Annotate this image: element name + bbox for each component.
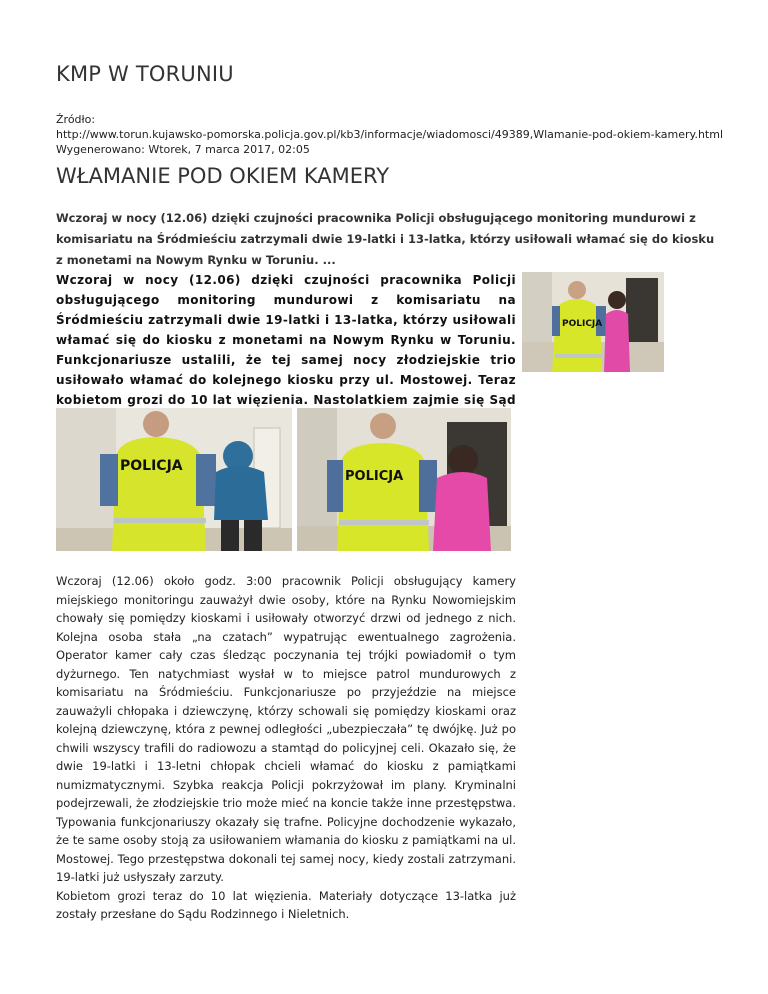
generated-date: Wygenerowano: Wtorek, 7 marca 2017, 02:05 [56, 143, 310, 156]
source-url[interactable]: http://www.torun.kujawsko-pomorska.policja.gov.pl/kb3/informacje/wiadomosci/49389,Wlamanie-pod-okiem-kamery.html [56, 128, 724, 141]
article-body-paragraph: Wczoraj (12.06) około godz. 3:00 pracownik Policji obsługujący kamery miejskiego monitoringu zauważył dwie osoby, które na Rynku Nowomiejskim chowały się pomiędzy kioskami i usiłowały otworzyć drzwi od jednego z nich. Kolejna osoba stała „na czatach” wypatrując ewentualnego zagrożenia. Operator kamer cały czas śledząc poczynania tej trójki powiadomił o tym dyżurnego. Ten natychmiast wysłał w to miejsce patrol mundurowych z komisariatu na Śródmieściu. Funkcjonariusze po przyjeździe na miejsce zauważyli chłopaka i dziewczynę, którzy schowali się pomiędzy kioskami oraz kolejną dziewczynę, która z pewnej odległości „ubezpieczała” tę dwójkę. Już po chwili wszyscy trafili do radiowozu a stamtąd do policyjnej celi. Okazało się, że dwie 19-latki i 13-letni chłopak chcieli włamać do kiosku z pamiątkami numizmatycznymi. Szybka reakcja Policji pokrzyżował im plany. Kryminalni podejrzewali, że złodziejskie trio może mieć na koncie także inne przestępstwa. Typowania funkcjonariuszy okazały się trafne. Policyjne dochodzenie wykazało, że te same osoby stoją za usiłowaniem włamania do kiosku z pamiątkami na ul. Mostowej. Tego przestępstwa dokonali tej samej nocy, kiedy zostali zatrzymani. 19-latki już usłyszały zarzuty. [56, 574, 516, 884]
vest-label: POLICJA [562, 319, 603, 329]
photo-officer-girl-small [522, 272, 664, 372]
source-label: Źródło: [56, 113, 96, 126]
photo-officer-girl-large [297, 408, 511, 551]
article-body [56, 572, 516, 924]
vest-label: POLICJA [120, 458, 183, 474]
article-lead: Wczoraj w nocy (12.06) dzięki czujności pracownika Policji obsługującego monitoring mundurowi z komisariatu na Śródmieściu zatrzymali dwie 19-latki i 13-latka, którzy usiłowali włamać się do kiosku z monetami na Nowym Rynku w Toruniu. ... [56, 211, 715, 267]
article-intro: Wczoraj w nocy (12.06) dzięki czujności pracownika Policji obsługującego monitoring mundurowi z komisariatu na Śródmieściu zatrzymali dwie 19-latki i 13-latka, którzy usiłowali włamać się do kiosku z monetami na Nowym Rynku w Toruniu. Funkcjonariusze ustalili, że tej samej nocy złodziejskie trio usiłowało włamać do kolejnego kiosku przy ul. Mostowej. Teraz kobietom grozi do 10 lat więzienia. Nastolatkiem zajmie się Sąd [56, 273, 516, 407]
photo-officer-boy [56, 408, 292, 551]
article-title: WŁAMANIE POD OKIEM KAMERY [56, 164, 390, 188]
source-meta [56, 112, 723, 157]
article-body-paragraph: Kobietom grozi teraz do 10 lat więzienia. Materiały dotyczące 13-latka już zostały przesłane do Sądu Rodzinnego i Nieletnich. [56, 888, 516, 921]
vest-label: POLICJA [345, 469, 404, 484]
site-title: KMP W TORUNIU [56, 62, 234, 86]
